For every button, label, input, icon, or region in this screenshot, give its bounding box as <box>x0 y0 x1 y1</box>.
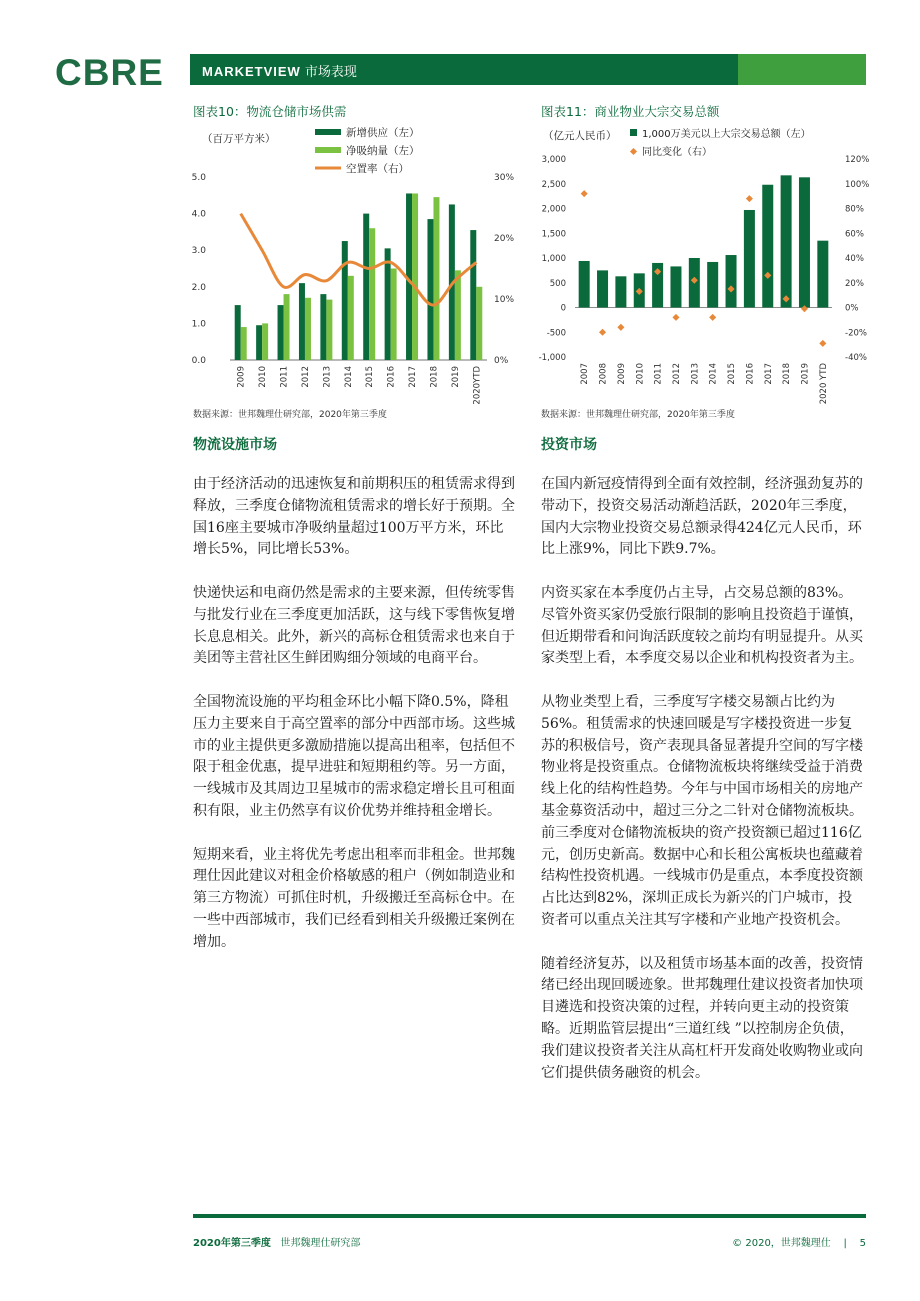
chart11-x-tick: 2008 <box>598 363 609 385</box>
investment-paragraph-2: 内资买家在本季度仍占主导，占交易总额的83%。尽管外资买家仍受旅行限制的影响且投资趋于谨慎，但近期带看和问询活跃度较之前均有明显提升。从买家类型上看，本季度交易以企业和机构投资者为主。 <box>541 584 863 667</box>
bar-supply-2009 <box>235 305 241 360</box>
chart10-x-tick: 2018 <box>429 366 440 388</box>
bar-volume-2014 <box>707 262 718 308</box>
bar-supply-2011 <box>278 305 284 360</box>
bar-absorption-2018 <box>433 197 439 360</box>
chart10-x-tick: 2017 <box>408 366 419 388</box>
chart11-x-tick: 2011 <box>653 363 664 385</box>
footer-left <box>193 1234 360 1249</box>
bar-absorption-2012 <box>305 298 311 360</box>
bar-supply-2010 <box>256 325 262 360</box>
logistics-paragraph-3: 全国物流设施的平均租金环比小幅下降0.5%，降租压力主要来自于高空置率的部分中西部市场。这些城市的业主提供更多激励措施以提高出租率，包括但不限于租金优惠，提早进驻和短期租约等。另一方面，一线城市及其周边卫星城市的需求稳定增长且可租面积有限，业主仍然享有议价优势并维持租金增长。 <box>193 693 515 819</box>
chart11-investment-volume <box>538 122 868 407</box>
bar-absorption-2009 <box>241 327 247 360</box>
chart10-left-tick: 3.0 <box>191 246 206 257</box>
bar-volume-2019 <box>799 177 810 307</box>
chart11-y-unit: （亿元人民币） <box>543 130 617 142</box>
chart10-source: 数据来源：世邦魏理仕研究部，2020年第三季度 <box>193 410 387 420</box>
chart10-left-tick: 2.0 <box>191 282 206 293</box>
bar-absorption-2013 <box>326 300 332 360</box>
legend-swatch-yoy <box>630 148 637 155</box>
footer-rule <box>193 1214 866 1218</box>
chart10-right-tick: 10% <box>494 295 515 305</box>
bar-supply-2018 <box>427 219 433 360</box>
chart10-left-tick: 5.0 <box>191 173 206 183</box>
chart11-left-tick: -1,000 <box>538 353 566 363</box>
chart11-right-tick: -40% <box>845 353 867 363</box>
bar-supply-2020YTD <box>470 230 476 360</box>
banner-subtitle: 市场表现 <box>304 65 357 80</box>
point-yoy-2007 <box>581 190 588 197</box>
bar-supply-2014 <box>342 241 348 360</box>
investment-paragraph-3: 从物业类型上看，三季度写字楼交易额占比约为56%。租赁需求的快速回暖是写字楼投资进一步复苏的积极信号，资产表现具备显著提升空间的写字楼物业将是投资重点。仓储物流板块将继续受益于消费线上化的结构性趋势。今年与中国市场相关的房地产基金募资活动中，超过三分之二针对仓储物流板块。前三季度对仓储物流板块的资产投资额已超过116亿元，创历史新高。数据中心和长租公寓板块也蕴藏着结构性投资机遇。一线城市仍是重点，本季度投资额占比达到82%，深圳正成长为新兴的门户城市，投资者可以重点关注其写字楼和产业地产投资机会。 <box>541 693 863 928</box>
chart11-right-tick: 20% <box>845 278 864 289</box>
chart10-x-tick: 2011 <box>279 366 290 388</box>
point-yoy-2009 <box>617 324 624 331</box>
chart10-right-tick: 0% <box>494 356 509 366</box>
bar-supply-2016 <box>385 248 391 360</box>
chart11-left-tick: 3,000 <box>541 155 566 165</box>
chart11-x-tick: 2012 <box>671 363 682 385</box>
logistics-heading: 物流设施市场 <box>193 437 277 453</box>
chart11-left-tick: 2,000 <box>541 204 566 215</box>
point-yoy-2012 <box>672 314 679 321</box>
chart11-right-tick: 0% <box>845 303 859 314</box>
chart11-x-tick: 2013 <box>690 363 701 385</box>
bar-volume-2012 <box>670 266 681 307</box>
bar-volume-2008 <box>597 270 608 307</box>
chart10-x-tick: 2020YTD <box>472 366 483 405</box>
chart11-x-tick: 2007 <box>580 363 591 385</box>
point-yoy-2020 YTD <box>819 340 826 347</box>
chart10-supply-demand <box>190 122 530 407</box>
bar-supply-2013 <box>320 294 326 360</box>
footer-separator: | <box>843 1238 847 1249</box>
legend-label-yoy: 同比变化（右） <box>642 147 712 158</box>
cbre-logo: CBRE <box>55 52 164 93</box>
chart10-y-unit: （百万平方米） <box>202 133 276 145</box>
marketview-banner <box>190 54 866 85</box>
legend-label-supply: 新增供应（左） <box>346 127 420 139</box>
bar-volume-2018 <box>781 175 792 307</box>
chart10-x-tick: 2012 <box>300 366 311 388</box>
chart10-right-tick: 20% <box>494 234 515 244</box>
chart11-left-tick: -500 <box>546 328 566 339</box>
chart11-left-tick: 1,000 <box>541 254 566 264</box>
chart11-right-tick: 80% <box>845 204 864 215</box>
chart11-x-tick: 2016 <box>745 363 756 385</box>
logistics-paragraph-2: 快递快运和电商仍然是需求的主要来源，但传统零售与批发行业在三季度更加活跃，这与线下零售恢复增长息息相关。此外，新兴的高标仓租赁需求也来自于美团等主营社区生鲜团购细分领域的电商平台。 <box>193 584 515 667</box>
bar-supply-2015 <box>363 214 369 360</box>
bar-volume-2017 <box>762 185 773 308</box>
bar-volume-2020 YTD <box>817 241 828 308</box>
bar-volume-2007 <box>579 261 590 308</box>
legend-label-volume: 1,000万美元以上大宗交易总额（左） <box>642 129 811 140</box>
footer-copyright: © 2020，世邦魏理仕 <box>732 1238 831 1249</box>
line-vacancy-rate <box>241 214 477 306</box>
legend-swatch-absorption <box>315 147 341 153</box>
logistics-paragraph-4: 短期来看，业主将优先考虑出租率而非租金。世邦魏理仕因此建议对租金价格敏感的租户（例如制造业和第三方物流）可抓住时机，升级搬迁至高标仓中。在一些中西部城市，我们已经看到相关升级搬迁案例在增加。 <box>193 846 515 950</box>
chart11-right-tick: 100% <box>845 179 870 190</box>
chart11-right-tick: 120% <box>845 155 870 165</box>
chart11-title: 图表11：商业物业大宗交易总额 <box>541 104 720 119</box>
point-yoy-2016 <box>746 195 753 202</box>
bar-absorption-2016 <box>391 269 397 361</box>
chart10-x-tick: 2016 <box>386 366 397 388</box>
legend-swatch-volume <box>630 129 637 136</box>
legend-label-absorption: 净吸纳量（左） <box>346 145 420 157</box>
chart10-left-tick: 1.0 <box>191 319 206 330</box>
chart10-right-tick: 30% <box>494 173 515 183</box>
bar-absorption-2020YTD <box>476 287 482 360</box>
footer-right <box>732 1234 866 1249</box>
point-yoy-2014 <box>709 314 716 321</box>
bar-absorption-2017 <box>412 193 418 360</box>
chart11-right-tick: -20% <box>845 328 867 339</box>
chart11-left-tick: 2,500 <box>541 179 566 190</box>
point-yoy-2008 <box>599 329 606 336</box>
chart10-left-tick: 4.0 <box>191 209 206 220</box>
bar-volume-2016 <box>744 210 755 308</box>
logistics-text <box>193 474 515 975</box>
investment-paragraph-4: 随着经济复苏，以及租赁市场基本面的改善，投资情绪已经出现回暖迹象。世邦魏理仕建议投资者加快项目遴选和投资决策的过程，并转向更主动的投资策略。近期监管层提出“三道红线 ”以控制房企负债，我们建议投资者关注从高杠杆开发商处收购物业或向它们提供债务融资的机会。 <box>541 955 863 1081</box>
investment-paragraph-1: 在国内新冠疫情得到全面有效控制，经济强劲复苏的带动下，投资交易活动渐趋活跃，2020年三季度，国内大宗物业投资交易总额录得424亿元人民币，环比上涨9%，同比下跌9.7%。 <box>541 476 863 558</box>
page-number: 5 <box>859 1238 866 1249</box>
chart11-x-tick: 2017 <box>763 363 774 385</box>
chart11-x-tick: 2020 YTD <box>818 363 829 405</box>
chart11-x-tick: 2010 <box>635 363 646 385</box>
chart11-x-tick: 2018 <box>782 363 793 385</box>
chart11-x-tick: 2009 <box>616 363 627 385</box>
chart11-left-tick: 1,500 <box>541 229 566 240</box>
logistics-paragraph-1: 由于经济活动的迅速恢复和前期积压的租赁需求得到释放，三季度仓储物流租赁需求的增长好于预期。全国16座主要城市净吸纳量超过100万平方米，环比增长5%，同比增长53%。 <box>193 476 515 558</box>
chart10-x-tick: 2014 <box>343 366 354 388</box>
chart10-x-tick: 2015 <box>365 366 376 388</box>
chart10-x-tick: 2019 <box>450 366 461 388</box>
chart11-source: 数据来源：世邦魏理仕研究部，2020年第三季度 <box>541 410 735 420</box>
bar-absorption-2014 <box>348 276 354 360</box>
chart11-left-tick: 0 <box>560 303 566 314</box>
bar-supply-2012 <box>299 283 305 360</box>
legend-swatch-supply <box>315 129 341 135</box>
banner-accent-strip <box>738 54 866 85</box>
chart10-x-tick: 2010 <box>258 366 269 388</box>
chart10-title: 图表10：物流仓储市场供需 <box>193 104 347 119</box>
chart11-x-tick: 2015 <box>727 363 738 385</box>
bar-absorption-2015 <box>369 228 375 360</box>
chart11-right-tick: 40% <box>845 254 864 264</box>
bar-volume-2009 <box>615 276 626 307</box>
chart11-x-tick: 2019 <box>800 363 811 385</box>
marketview-label: MARKETVIEW <box>202 64 301 79</box>
chart11-x-tick: 2014 <box>708 363 719 385</box>
investment-heading: 投资市场 <box>541 437 597 453</box>
bar-absorption-2011 <box>284 294 290 360</box>
chart10-x-tick: 2013 <box>322 366 333 388</box>
legend-label-vacancy: 空置率（右） <box>346 163 409 175</box>
footer-quarter: 2020年第三季度 <box>193 1238 271 1249</box>
bar-absorption-2010 <box>262 323 268 360</box>
chart10-x-tick: 2009 <box>236 366 247 388</box>
footer-dept: 世邦魏理仕研究部 <box>280 1238 361 1249</box>
chart10-left-tick: 0.0 <box>191 356 206 366</box>
investment-text <box>541 474 866 1106</box>
chart11-left-tick: 500 <box>549 278 566 289</box>
chart11-right-tick: 60% <box>845 229 864 240</box>
bar-volume-2015 <box>726 255 737 307</box>
bar-absorption-2019 <box>455 270 461 360</box>
